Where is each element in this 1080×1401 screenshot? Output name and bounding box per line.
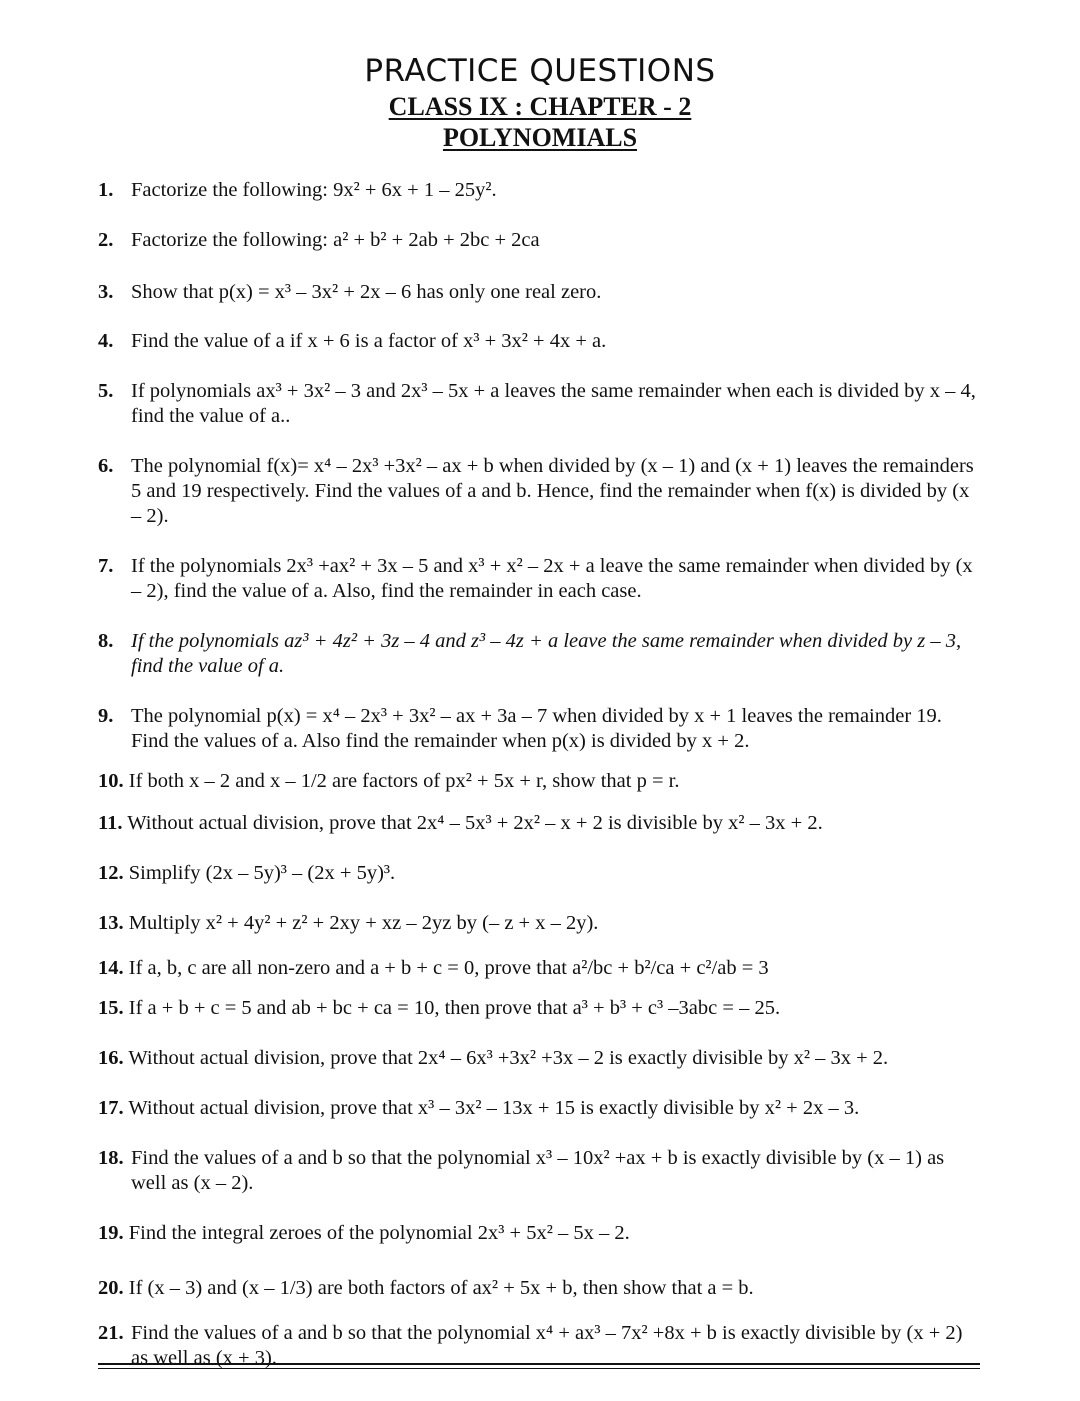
question-text: Find the value of a if x + 6 is a factor of x³ + 3x² + 4x + a. — [131, 330, 607, 352]
question-number: 14. — [98, 957, 124, 979]
question-text: If the polynomials 2x³ +ax² + 3x – 5 and x³ + x² – 2x + a leave the same remainder when divided by (x – 2), find the value of a. Also, find the remainder in each case. — [131, 555, 973, 602]
question-number: 6. — [98, 455, 114, 477]
question-12 — [98, 861, 978, 886]
question-number: 20. — [98, 1277, 124, 1299]
question-number: 7. — [98, 555, 114, 577]
question-number: 13. — [98, 912, 124, 934]
question-text: Find the values of a and b so that the polynomial x⁴ + ax³ – 7x² +8x + b is exactly divisible by (x + 2) as well as (x + 3). — [131, 1322, 963, 1369]
question-number: 18. — [98, 1147, 124, 1169]
question-number: 21. — [98, 1322, 124, 1344]
question-number: 3. — [98, 281, 114, 303]
question-6 — [98, 454, 978, 529]
question-text: Find the values of a and b so that the polynomial x³ – 10x² +ax + b is exactly divisible by (x – 1) as well as (x – 2). — [131, 1147, 945, 1194]
question-15 — [98, 996, 978, 1021]
question-16 — [98, 1046, 978, 1071]
question-number: 17. — [98, 1097, 124, 1119]
question-text: If both x – 2 and x – 1/2 are factors of px² + 5x + r, show that p = r. — [128, 770, 680, 792]
question-text: If polynomials ax³ + 3x² – 3 and 2x³ – 5x + a leaves the same remainder when each is divided by x – 4, find the value of a.. — [131, 380, 976, 427]
question-number: 15. — [98, 997, 124, 1019]
question-3 — [98, 280, 978, 305]
question-text: If the polynomials az³ + 4z² + 3z – 4 and z³ – 4z + a leave the same remainder when divided by z – 3, find the value of a. — [131, 630, 962, 677]
question-1 — [98, 178, 978, 203]
question-4 — [98, 329, 978, 354]
question-number: 8. — [98, 630, 114, 652]
question-9 — [98, 704, 978, 754]
topic-heading: POLYNOMIALS — [442, 123, 638, 152]
question-text: If (x – 3) and (x – 1/3) are both factors of ax² + 5x + b, then show that a = b. — [128, 1277, 754, 1299]
question-text: Multiply x² + 4y² + z² + 2xy + xz – 2yz by (– z + x – 2y). — [128, 912, 599, 934]
question-text: Factorize the following: a² + b² + 2ab + 2bc + 2ca — [131, 229, 540, 251]
question-number: 2. — [98, 229, 114, 251]
question-text: Without actual division, prove that 2x⁴ – 5x³ + 2x² – x + 2 is divisible by x² – 3x + 2. — [127, 812, 823, 834]
question-number: 1. — [98, 179, 114, 201]
question-number: 19. — [98, 1222, 124, 1244]
question-number: 4. — [98, 330, 114, 352]
question-text: If a + b + c = 5 and ab + bc + ca = 10, then prove that a³ + b³ + c³ –3abc = – 25. — [128, 997, 781, 1019]
footer-rule-thin — [98, 1368, 980, 1369]
question-19 — [98, 1221, 978, 1246]
page-title: PRACTICE QUESTIONS — [364, 53, 716, 89]
question-8 — [98, 629, 978, 679]
question-14 — [98, 956, 978, 981]
question-number: 9. — [98, 705, 114, 727]
question-text: The polynomial f(x)= x⁴ – 2x³ +3x² – ax + b when divided by (x – 1) and (x + 1) leaves the remainders 5 and 19 respectively. Find the values of a and b. Hence, find the remainder when f(x) is divided by (x – 2). — [131, 455, 974, 527]
question-text: Simplify (2x – 5y)³ – (2x + 5y)³. — [128, 862, 396, 884]
class-chapter-heading: CLASS IX : CHAPTER - 2 — [388, 92, 692, 121]
question-text: Factorize the following: 9x² + 6x + 1 – 25y². — [131, 179, 497, 201]
question-number: 11. — [98, 812, 123, 834]
question-text: If a, b, c are all non-zero and a + b + c = 0, prove that a²/bc + b²/ca + c²/ab = 3 — [128, 957, 769, 979]
question-11 — [98, 811, 978, 836]
question-number: 10. — [98, 770, 124, 792]
question-text: Without actual division, prove that 2x⁴ – 6x³ +3x² +3x – 2 is exactly divisible by x² – 3x + 2. — [128, 1047, 889, 1069]
question-5 — [98, 379, 978, 429]
question-2 — [98, 228, 978, 253]
question-number: 12. — [98, 862, 124, 884]
question-text: The polynomial p(x) = x⁴ – 2x³ + 3x² – ax + 3a – 7 when divided by x + 1 leaves the remainder 19. Find the values of a. Also find the remainder when p(x) is divided by x + 2. — [131, 705, 942, 752]
footer-rule — [98, 1363, 980, 1365]
question-text: Show that p(x) = x³ – 3x² + 2x – 6 has only one real zero. — [131, 281, 602, 303]
question-7 — [98, 554, 978, 604]
question-number: 16. — [98, 1047, 124, 1069]
question-text: Without actual division, prove that x³ – 3x² – 13x + 15 is exactly divisible by x² + 2x – 3. — [128, 1097, 860, 1119]
question-13 — [98, 911, 978, 936]
question-20 — [98, 1276, 978, 1301]
question-18 — [98, 1146, 978, 1196]
question-number: 5. — [98, 380, 114, 402]
question-17 — [98, 1096, 978, 1121]
question-10 — [98, 769, 978, 794]
question-text: Find the integral zeroes of the polynomial 2x³ + 5x² – 5x – 2. — [128, 1222, 630, 1244]
